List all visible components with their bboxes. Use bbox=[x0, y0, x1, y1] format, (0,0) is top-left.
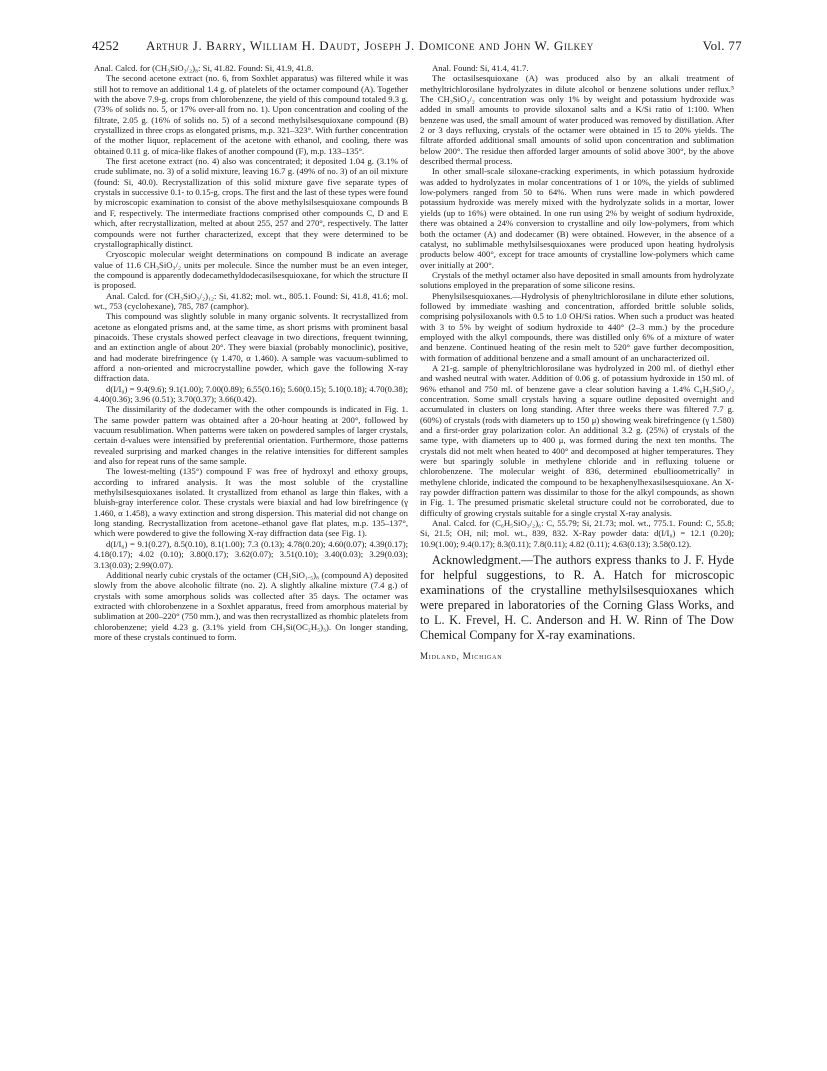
cryoscopic-paragraph: Cryoscopic molecular weight determinations on compound B indicate an average value of 11.6 CH₃SiO₃/₂ units per molecule. Since the number must be an even integer, the compound is apparently dodecamethyldodecasilsesquioxane, for which the structure II is proposed. bbox=[94, 249, 408, 291]
methyl-octamer-paragraph: Crystals of the methyl octamer also have deposited in small amounts from hydrolyzate solutions employed in the preparation of some silicone resins. bbox=[420, 269, 734, 291]
anal-found: Anal. Found: Si, 41.4, 41.7. bbox=[432, 63, 529, 73]
left-column bbox=[94, 63, 408, 642]
right-column bbox=[420, 63, 734, 662]
affiliation: Midland, Michigan bbox=[420, 651, 503, 662]
first-acetone-extract-paragraph: The first acetone extract (no. 4) also was concentrated; it deposited 1.04 g. (3.1% of crude sublimate, no. 3) of a solid mixture, leaving 16.7 g. (49% of no. 3) of an oil mixture (found: Si, 40.0). Recrystallization of this solid mixture gave five separate types of crystals in successive 0.1- to 0.15-g. crops. The first and the last of these types were found by microscopic examination to consist of the above methylsilsesquioxane compounds B and F, respectively. The intermediate fractions comprised other compounds C, D and E which, after recrystallization, melted at about 255, 257 and 270°, respectively. The latter compounds were not further characterized, except that they were determined to be crystallographically distinct. bbox=[94, 156, 408, 249]
anal-dodecamer: Anal. Calcd. for (CH₃SiO₃/₂)₁₂: Si, 41.82; mol. wt., 805.1. Found: Si, 41.8, 41.6; mol. wt., 753 (cyclohexane), 785, 787 (camphor). bbox=[94, 290, 408, 311]
acknowledgment: Acknowledgment.—The authors express thanks to J. F. Hyde for helpful suggestions, to R. A. Hatch for microscopic examinations of the crystalline methylsilsesquioxanes which were prepared in laboratories of the Corning Glass Works, and to L. K. Frevel, H. C. Anderson and H. W. Rinn of The Dow Chemical Company for X-ray examinations. bbox=[420, 553, 734, 643]
running-header bbox=[92, 38, 742, 56]
compound-f-paragraph: The lowest-melting (135°) compound F was free of hydroxyl and ethoxy groups, according to infrared analysis. It was the most soluble of the crystalline methylsilsesquioxanes isolated. It crystallized from ethanol as large thin flakes, with a bluish-gray interference color. These crystals were biaxial and had low birefringence (γ 1.460, α 1.458), a wavy extinction and strong dispersion. This material did not change on long standing. Recrystallization from acetone–ethanol gave flat plates, m.p. 135–137°, which were powdered to give the following X-ray diffraction data (see Fig. 1). bbox=[94, 466, 408, 539]
phenyltrichlorosilane-sample-paragraph: A 21-g. sample of phenyltrichlorosilane was hydrolyzed in 200 ml. of diethyl ether and washed neutral with water. Addition of 0.06 g. of potassium hydroxide in 150 ml. of 96% ethanol and 750 ml. of benzene gave a clear solution having a 1.4% C₆H₅SiO₃/₂ concentration. Some small crystals having a square outline deposited overnight and accumulated in clusters on long standing. After three weeks there was filtered 7.7 g. (60%) of crystals (rods with diameters up to 150 μ) showing weak birefringence (γ 1.580) and a first-order gray polarization color. An additional 3.2 g. (25%) of crystals of the same type, with diameters up to 400 μ, was formed during the next ten months. The crystals did not melt when heated to 400° and decomposed at higher temperatures. They were but sparingly soluble in methylene chloride and in refluxing toluene or chlorobenzene. The molecular weight of 836, determined ebullioometrically⁷ in methylene chloride, indicated the compound to be hexaphenylhexasilsesquioxane. An X-ray powder diffraction pattern was dissimilar to those for the alkyl compounds, as shown in Fig. 1. The presumed prismatic skeletal structure could not be corroborated, due to difficulty of growing crystals suitable for a single crystal X-ray analysis. bbox=[420, 362, 734, 518]
anal-octamer: Anal. Calcd. for (CH₃SiO₃/₂)₈: Si, 41.82. Found: Si, 41.9, 41.8. bbox=[94, 63, 314, 73]
dodecamer-properties-paragraph: This compound was slightly soluble in many organic solvents. It recrystallized from acetone as elongated prisms and, at the same time, as short prisms with prominent basal pinacoids. These crystals showed perfect cleavage in two directions, frequent twinning, and an extinction angle of about 20°. They were biaxial (probably monoclinic), positive, and had moderate birefringence (γ 1.470, α 1.460). A sample was vacuum-sublimed to afford a non-oriented and microcrystalline powder, which gave the following X-ray diffraction data. bbox=[94, 311, 408, 384]
cubic-crystals-paragraph: Additional nearly cubic crystals of the octamer (CH₃SiO₁.₅)₈ (compound A) deposited slowly from the above alcoholic filtrate (no. 2). A slightly alkaline mixture (7.4 g.) of crystals with some amorphous solids was collected after 35 days. The octamer was extracted with chlorobenzene in a Soxhlet apparatus, freed from amorphous material by sublimation at 200–220° (750 mm.), and was then recrystallized as rhombic platelets from chlorobenzene; yield 4.23 g. (3.1% yield from CH₃Si(OC₂H₅)₃). On longer standing, more of these crystals continued to form. bbox=[94, 569, 408, 642]
anal-hexaphenyl: Anal. Calcd. for (C₆H₅SiO₃/₂)₆: C, 55.79; Si, 21.73; mol. wt., 775.1. Found: C, 55.8; Si, 21.5; OH, nil; mol. wt., 839, 832. X-Ray powder data: d(I/I₀) = 12.1 (0.20); 10.9(1.00); 9.4(0.17); 8.3(0.11); 7.8(0.11); 4.82 (0.11); 4.63(0.13); 3.58(0.12). bbox=[420, 518, 734, 549]
xray-data-dodecamer: d(I/I₀) = 9.4(9.6); 9.1(1.00); 7.00(0.89); 6.55(0.16); 5.60(0.15); 5.10(0.18); 4.70(0.38); 4.40(0.36); 3.96 (0.51); 3.70(0.37); 3.66(0.42). bbox=[94, 383, 408, 404]
phenylsilsesquioxanes-paragraph: Phenylsilsesquioxanes.—Hydrolysis of phenyltrichlorosilane in dilute ether solutions, followed by immediate washing and concentration, afforded brittle soluble solids, comprising polysiloxanols with 0.5 to 1.0 OH/Si ratios. When such a product was heated with 3 to 5% by weight of sodium hydroxide to 440° (2–3 mm.) by the procedure employed with the alkyl compounds, there was distilled only 6% of a mixture of water and benzene. Continued heating of the resin melt to 520° gave further decomposition, with formation of additional benzene and a small amount of an uncharacterized oil. bbox=[420, 290, 734, 363]
second-acetone-extract-paragraph: The second acetone extract (no. 6, from Soxhlet apparatus) was filtered while it was still hot to remove an additional 1.4 g. of platelets of the octamer compound (A). Together with the above 7.9-g. crops from chlorobenzene, the yield of this compound totaled 9.3 g. (73% of solids no. 5, or 17% over-all from no. 1). Upon concentration and cooling of the filtrate, 2.05 g. (16% of solids no. 5) of a second methylsilsesquioxane compound (B) crystallized in three crops as elongated prisms, m.p. 321–323°. With further concentration of the mother liquor, replacement of the acetone with ethanol, and cooling, there was obtained 0.11 g. of mica-like flakes of another compound (F), m.p. 133–135°. bbox=[94, 73, 408, 156]
siloxane-cracking-paragraph: In other small-scale siloxane-cracking experiments, in which potassium hydroxide was added to hydrolyzates in molar concentrations of 1 or 10%, the yields of sublimed low-polymers ranged from 50 to 64%. When runs were made in which powdered potassium hydroxide was merely mixed with the hydrolyzate solids in a mortar, lower yields (up to 16%) were obtained. In one run using 2% by weight of sodium hydroxide, there was obtained a 24% conversion to crystalline and oily low-polymers, from which both the octamer (A) and dodecamer (B) were obtained. However, in the absence of a catalyst, no sublimable methylsilsesquioxanes were produced upon heating hydrolysis products below 400°, except for trace amounts of crystalline low-polymers which came over initially at 200°. bbox=[420, 166, 734, 270]
page-number: 4252 bbox=[92, 38, 120, 53]
octasilsesquioxane-paragraph: The octasilsesquioxane (A) was produced also by an alkali treatment of methyltrichlorosilane hydrolyzates in dilute alcohol or benzene solutions under reflux.⁵ The CH₃SiO₃/₂ concentration was only 1% by weight and potassium hydroxide was added in small amounts to provide siloxanol salts and a K/Si ratio of 1:100. When benzene was used, the small amount of water produced was removed by distillation. After 2 or 3 days refluxing, crystals of the octamer were obtained in 15 to 20% yields. The filtrate afforded additional small amounts of solid upon concentration and sublimation below 200°. The residue then afforded larger amounts of solid above 300°, by the above described thermal process. bbox=[420, 73, 734, 167]
dissimilarity-paragraph: The dissimilarity of the dodecamer with the other compounds is indicated in Fig. 1. The same powder pattern was obtained after a 20-hour heating at 200°, followed by vacuum resublimation. When patterns were taken on powdered samples of larger crystals, certain d-values were intensified by preferential orientation. Furthermore, those patterns revealed surprising and marked changes in the relative intensities for different samples and also for repeat runs of the same sample. bbox=[94, 404, 408, 467]
xray-data-compound-f: d(I/I₀) = 9.1(0.27), 8.5(0.10), 8.1(1.00); 7.3 (0.13); 4.78(0.20); 4.60(0.07); 4.39(0.17); 4.18(0.17); 4.02 (0.10); 3.80(0.17); 3.62(0.07); 3.51(0.10); 3.40(0.03); 3.29(0.03); 3.13(0.03); 2.99(0.07). bbox=[94, 538, 408, 570]
volume-number: Vol. 77 bbox=[702, 38, 742, 53]
running-header-authors: Arthur J. Barry, William H. Daudt, Joseph J. Domicone and John W. Gilkey bbox=[146, 38, 594, 53]
